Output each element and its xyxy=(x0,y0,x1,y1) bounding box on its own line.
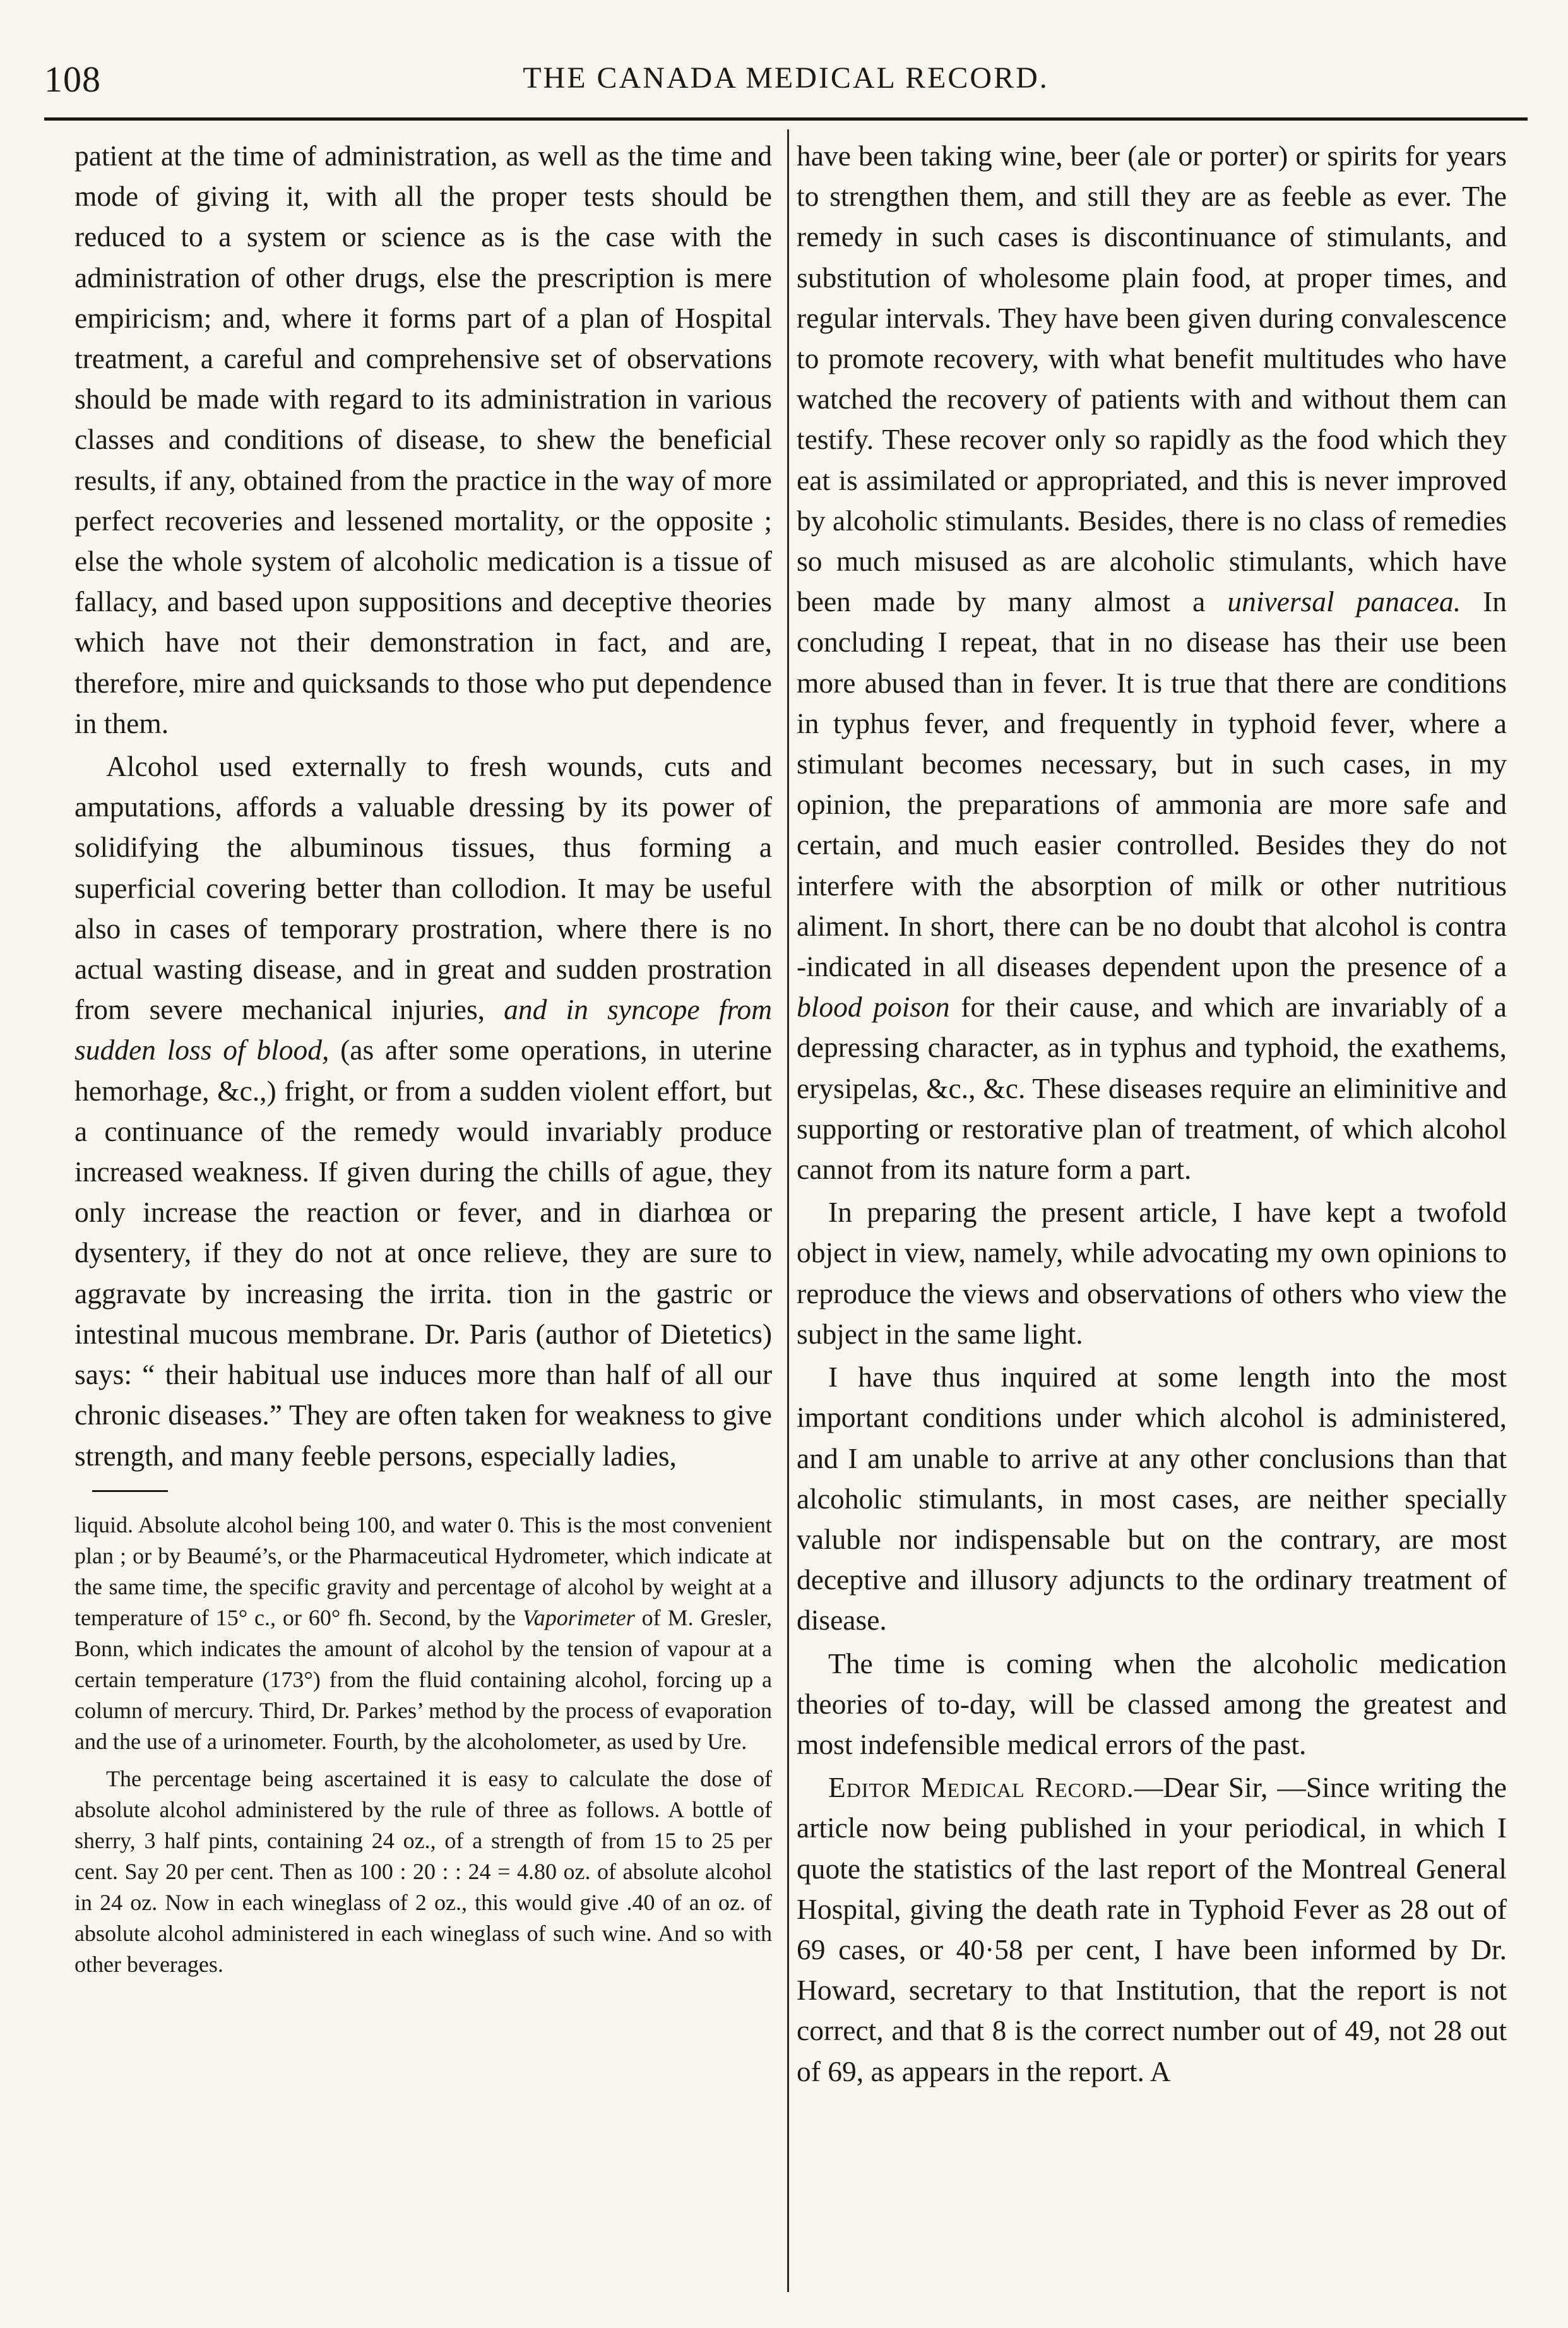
running-title: THE CANADA MEDICAL RECORD. xyxy=(523,61,1049,95)
paragraph: I have thus inquired at some length into the most important conditions under which alcohol is administered, and I am unable to arrive at any other conclusions than that alcoholic stimulants, in most cases, are neither specially valuble nor indispensable but on the contrary, are most deceptive and illusory adjuncts to the ordinary treatment of disease. xyxy=(797,1361,1507,1637)
page-number: 108 xyxy=(44,59,101,100)
footnote-paragraph xyxy=(74,1510,772,1757)
italic-text: Vaporimeter xyxy=(522,1604,635,1630)
column-divider xyxy=(787,129,789,2292)
footnote xyxy=(74,1510,772,1980)
text-run: have been taking wine, beer (ale or porter) or spirits for years to strengthen them, and still they are as feeble as ever. The remedy in such cases is discontinuance of stimulants, and substitution of wholesome plain food, at proper times, and regular intervals. They have been given during convalescence to promote recovery, with what benefit multitudes who have watched the recovery of patients with and without them can testify. These recover only so rapidly as the food which they eat is assimilated or appropriated, and this is never improved by alcoholic stimulants. Besides, there is no class of remedies so much misused as are alcoholic stimulants, which have been made by many almost a xyxy=(797,140,1507,618)
letter-salutation: Editor Medical Record. xyxy=(828,1771,1134,1804)
text-run: of M. Gresler, Bonn, which indicates the amount of alcohol by the tension of vapour at a certain temperature (173°) from the fluid containing alcohol, forcing up a column of mercury. Third, Dr. Parkes’ method by the process of evaporation and the use of a urinometer. Fourth, by the alcoholometer, as used by Ure. xyxy=(74,1604,773,1754)
right-column xyxy=(797,136,1507,2092)
paragraph xyxy=(797,136,1507,1190)
italic-text: and in syncope from sudden loss of blood, xyxy=(74,993,772,1066)
paragraph: patient at the time of administration, as well as the time and mode of giving it, with all the proper tests should be reduced to a system or science as is the case with the administration of other drugs, else the prescription is mere empiricism; and, where it forms part of a plan of Hospital treatment, a careful and comprehensive set of observations should be made with regard to its administration in various classes and conditions of disease, to shew the beneficial results, if any, obtained from the practice in the way of more perfect recoveries and lessened mortality, or the opposite ; else the whole system of alcoholic medication is a tissue of fallacy, and based upon suppositions and deceptive theories which have not their demonstration in fact, and are, therefore, mire and quicksands to those who put dependence in them. xyxy=(74,140,772,739)
text-run: liquid. Absolute alcohol being 100, and water 0. This is the most convenient plan ; or by Beaumé’s, or the Pharmaceutical Hydrometer, which indicate at the same time, the specific gravity and percentage of alcohol by weight at a temperature of 15° c., or 60° fh. Second, by the xyxy=(74,1512,772,1630)
text-run: for their cause, and which are invariably of a depressing character, as in typhus and typhoid, the exathems, erysipelas, &c., &c. These diseases require an eliminitive and supporting or restorative plan of treatment, of which alcohol cannot from its nature form a part. xyxy=(797,991,1507,1186)
header-rule xyxy=(44,117,1528,121)
text-run: Alcohol used externally to fresh wounds, cuts and amputations, affords a valuable dressing by its power of solidifying the albuminous tissues, thus forming a superficial covering better than collodion. It may be useful also in cases of temporary prostration, where there is no actual wasting disease, and in great and sudden prostration from severe mechanical injuries, xyxy=(74,750,772,1026)
page-header xyxy=(44,38,1528,107)
paragraph xyxy=(797,1767,1507,2092)
footnote-paragraph: The percentage being ascertained it is easy to calculate the dose of absolute alcohol administered by the rule of three as follows. A bottle of sherry, 3 half pints, containing 24 oz., of a strength of from 15 to 25 per cent. Say 20 per cent. Then as 100 : 20 : : 24 = 4.80 oz. of absolute alcohol in 24 oz. Now in each wineglass of 2 oz., this would give .40 of an oz. of absolute alcohol administered in each wineglass of such wine. And so with other beverages. xyxy=(74,1765,772,1977)
italic-text: universal panacea. xyxy=(1227,585,1461,618)
paragraph xyxy=(74,746,772,1476)
paragraph: The time is coming when the alcoholic medication theories of to-day, will be classed among the greatest and most indefensible medical errors of the past. xyxy=(797,1647,1507,1760)
left-column xyxy=(74,136,772,1980)
text-run: In concluding I repeat, that in no disease has their use been more abused than in fever. It is true that there are conditions in typhus fever, and frequently in typhoid fever, where a stimulant becomes necessary, but in such cases, in my opinion, the preparations of ammonia are more safe and certain, and much easier controlled. Besides they do not interfere with the absorption of milk or other nutritious aliment. In short, there can be no doubt that alcohol is contra -indicated in all diseases dependent upon the presence of a xyxy=(797,585,1507,983)
text-run: —Dear Sir, —Since writing the article now being published in your periodical, in which I quote the statistics of the last report of the Montreal General Hospital, giving the death rate in Typhoid Fever as 28 out of 69 cases, or 40·58 per cent, I have been informed by Dr. Howard, secretary to that Institution, that the report is not correct, and that 8 is the correct number out of 49, not 28 out of 69, as appears in the report. A xyxy=(797,1771,1507,2087)
paragraph: In preparing the present article, I have kept a twofold object in view, namely, while advocating my own opinions to reproduce the views and observations of others who view the subject in the same light. xyxy=(797,1196,1507,1350)
footnote-rule xyxy=(92,1490,168,1492)
italic-text: blood poison xyxy=(797,991,950,1024)
text-run: (as after some operations, in uterine hemorhage, &c.,) fright, or from a sudden violent effort, but a continuance of the remedy would invariably produce increased weakness. If given during the chills of ague, they only increase the reaction or fever, and in diarhœa or dysentery, if they do not at once relieve, they are sure to aggravate by increasing the irrita. tion in the gastric or intestinal mucous membrane. Dr. Paris (author of Dietetics) says: “ their habitual use induces more than half of all our chronic diseases.” They are often taken for weakness to give strength, and many feeble persons, especially ladies, xyxy=(74,1034,772,1472)
